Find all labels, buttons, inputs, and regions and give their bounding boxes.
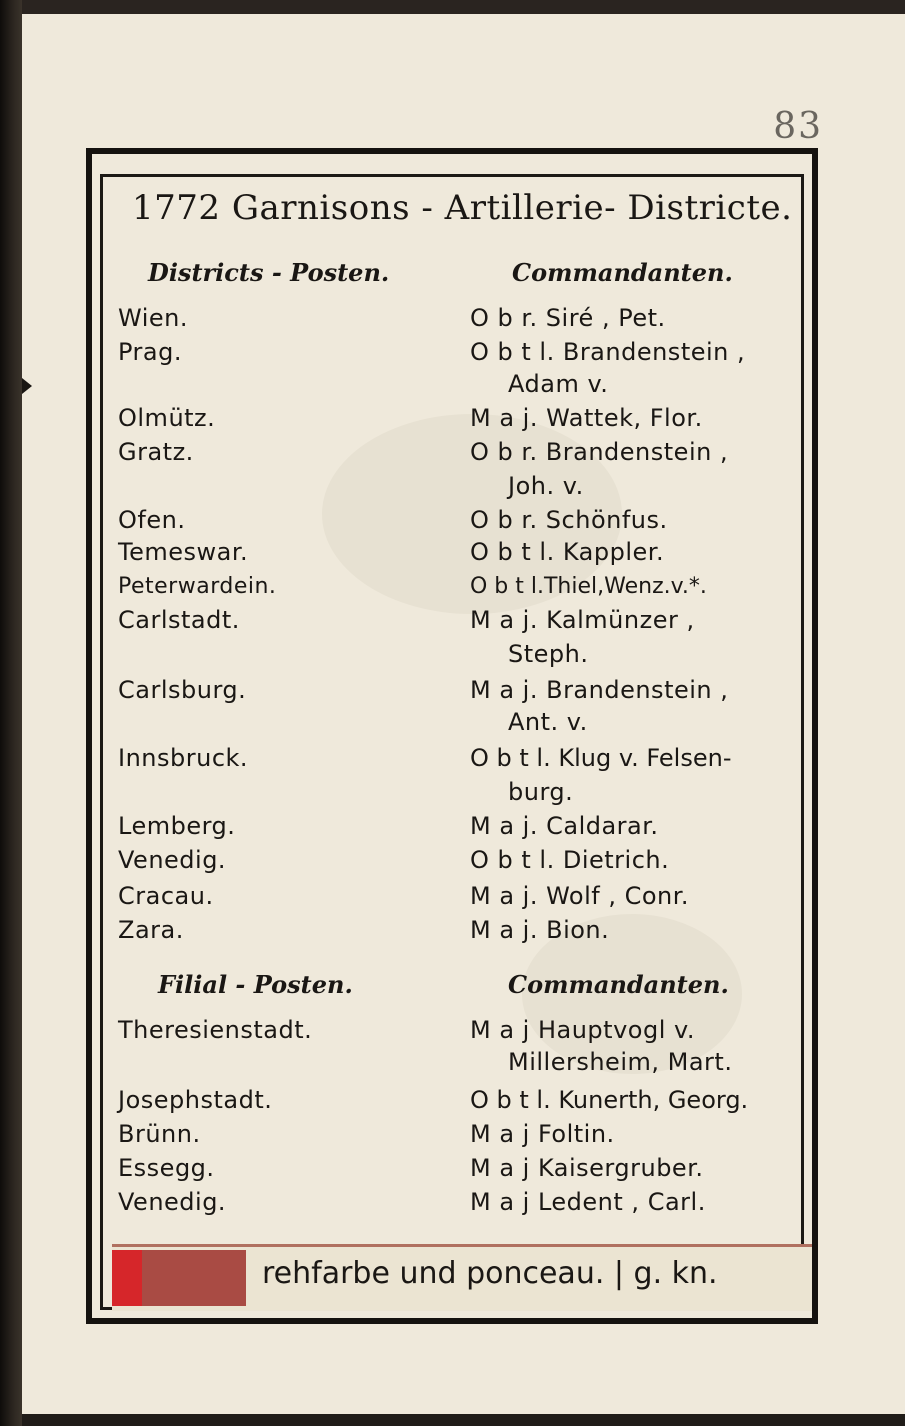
commander-name-continued: Adam v. (508, 370, 609, 398)
post-name: Temeswar. (118, 538, 249, 566)
commander-name: M a j. Wolf , Conr. (470, 882, 690, 910)
page-number: 83 (773, 106, 823, 147)
commander-name: O b r. Schönfus. (470, 506, 668, 534)
post-name: Carlsburg. (118, 676, 247, 704)
commander-name: M a j. Wattek, Flor. (470, 404, 703, 432)
post-name: Theresienstadt. (118, 1016, 313, 1044)
post-name: Olmütz. (118, 404, 216, 432)
ponceau-color-swatch (112, 1250, 142, 1306)
rehfarbe-color-swatch (142, 1250, 246, 1306)
commander-name-continued: Joh. v. (508, 472, 584, 500)
commander-name-continued: Ant. v. (508, 708, 588, 736)
commander-name: O b r. Brandenstein , (470, 438, 729, 466)
post-name: Zara. (118, 916, 184, 944)
commander-name: M a j Hauptvogl v. (470, 1016, 695, 1044)
commander-name: M a j. Kalmünzer , (470, 606, 695, 634)
filial-column-header: Filial - Posten. (158, 970, 353, 999)
commander-name: O b t l. Dietrich. (470, 846, 670, 874)
post-name: Carlstadt. (118, 606, 240, 634)
post-name: Venedig. (118, 1188, 227, 1216)
commander-name: O b t l. Kappler. (470, 538, 665, 566)
post-name: Peterwardein. (118, 574, 277, 599)
commander-name-continued: Millersheim, Mart. (508, 1048, 733, 1076)
commander-name: M a j. Brandenstein , (470, 676, 729, 704)
commander-name: M a j Foltin. (470, 1120, 615, 1148)
districts-column-header: Districts - Posten. (148, 258, 390, 287)
post-name: Josephstadt. (118, 1086, 273, 1114)
commanders-column-header-2: Commandanten. (508, 970, 729, 999)
commander-name: M a j Kaisergruber. (470, 1154, 704, 1182)
post-name: Cracau. (118, 882, 214, 910)
commanders-column-header: Commandanten. (512, 258, 733, 287)
post-name: Innsbruck. (118, 744, 249, 772)
post-name: Essegg. (118, 1154, 215, 1182)
commander-name: O b r. Siré , Pet. (470, 304, 666, 332)
post-name: Ofen. (118, 506, 186, 534)
commander-name: M a j. Caldarar. (470, 812, 659, 840)
commander-name: O b t l. Klug v. Felsen- (470, 744, 732, 772)
post-name: Lemberg. (118, 812, 236, 840)
uniform-color-caption: rehfarbe und ponceau. | g. kn. (262, 1256, 718, 1291)
commander-name-continued: burg. (508, 778, 574, 806)
commander-name: O b t l.Thiel,Wenz.v.*. (470, 574, 707, 599)
book-edge-top (0, 0, 905, 14)
post-name: Brünn. (118, 1120, 201, 1148)
margin-mark-icon (22, 378, 32, 394)
page-title: 1772 Garnisons - Artillerie- Districte. (132, 188, 793, 228)
commander-name: M a j. Bion. (470, 916, 610, 944)
post-name: Gratz. (118, 438, 194, 466)
book-spine (0, 0, 22, 1426)
commander-name: O b t l. Brandenstein , (470, 338, 746, 366)
post-name: Venedig. (118, 846, 227, 874)
commander-name: O b t l. Kunerth, Georg. (470, 1086, 749, 1114)
post-name: Wien. (118, 304, 188, 332)
post-name: Prag. (118, 338, 182, 366)
commander-name-continued: Steph. (508, 640, 589, 668)
commander-name: M a j Ledent , Carl. (470, 1188, 706, 1216)
